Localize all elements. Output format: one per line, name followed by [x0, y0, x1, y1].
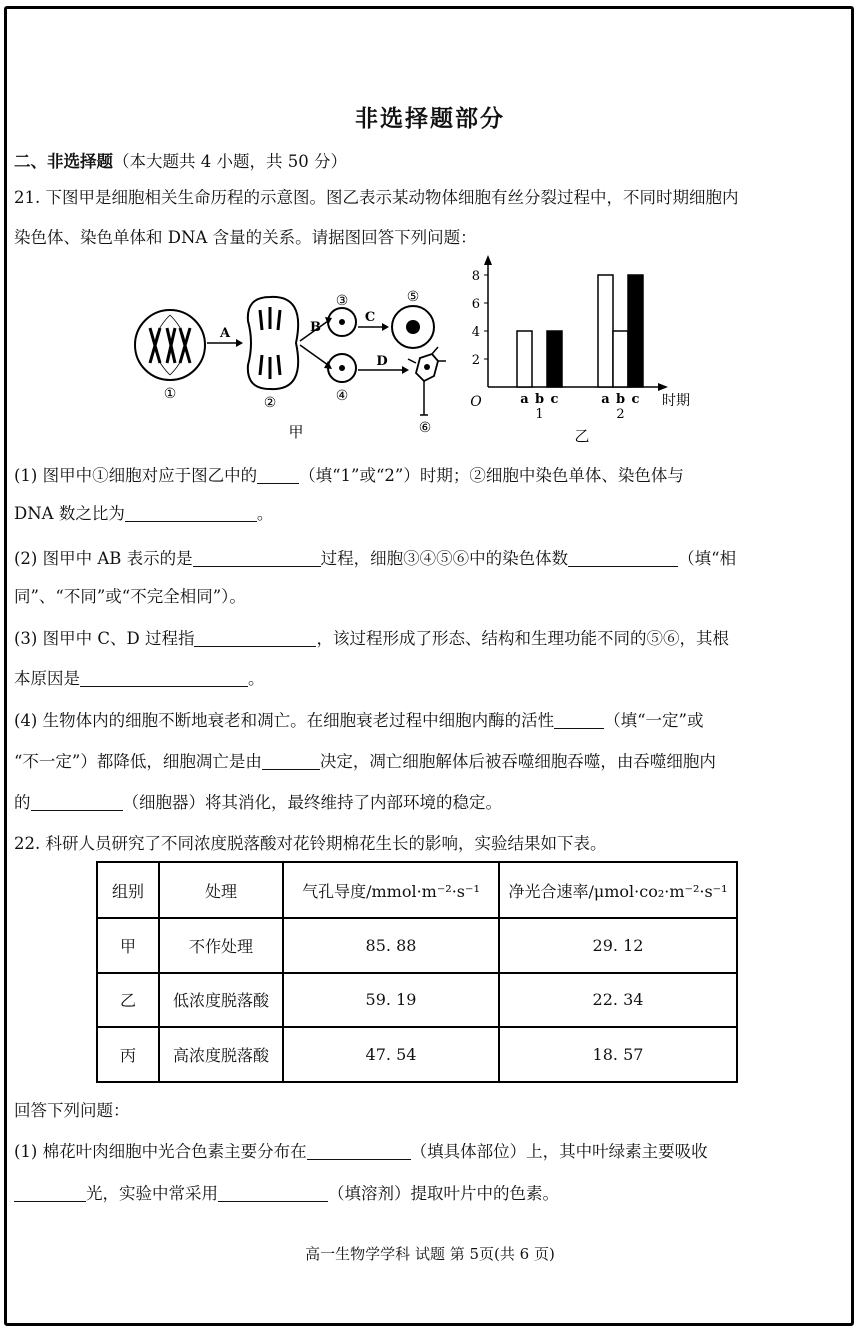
cell-label-3: ③: [335, 293, 349, 309]
table-cell: 85. 88: [283, 918, 499, 973]
q21-part4-line2: [14, 748, 716, 772]
section-note: （本大题共 4 小题，共 50 分）: [113, 152, 347, 171]
table-header-group: 组别: [97, 862, 159, 918]
q21-part3-line2: [14, 665, 265, 689]
q21-p3-text-a: (3) 图甲中 C、D 过程指: [14, 629, 195, 648]
table-cell: 低浓度脱落酸: [159, 973, 283, 1028]
arrow-d-head: [402, 366, 409, 374]
q21-p1-text-b: （填“1”或“2”）时期；②细胞中染色单体、染色体与: [299, 466, 684, 485]
bar-category-label: c: [550, 392, 559, 407]
q21-part1-line2: [14, 500, 273, 524]
chart-bar-c-2: [628, 275, 643, 387]
cell-label-5: ⑤: [406, 289, 420, 305]
y-tick-label: 6: [471, 297, 480, 312]
q21-part1-line1: [14, 462, 684, 486]
q22-part1-line1: [14, 1138, 708, 1162]
q21-p4-blank-1[interactable]: [554, 712, 604, 729]
table-row: [97, 1027, 737, 1082]
q21-p4-text-f: （细胞器）将其消化，最终维持了内部环境的稳定。: [122, 793, 502, 812]
q21-p3-blank-2[interactable]: [80, 670, 248, 687]
table-header-photosynthesis: 净光合速率/μmol·co₂·m⁻²·s⁻¹: [499, 862, 737, 918]
chart-bar-a-2: [598, 275, 613, 387]
q21-p1-text-a: (1) 图甲中①细胞对应于图乙中的: [14, 466, 258, 485]
arrow-a-head: [236, 339, 243, 347]
chart-origin-label: O: [470, 394, 482, 410]
cell-label-4: ④: [335, 388, 349, 404]
q21-p2-blank-2[interactable]: [568, 550, 678, 567]
q22-p1-blank-2[interactable]: [14, 1185, 86, 1202]
cell-1-chromosomes: [150, 328, 190, 363]
table-cell: 59. 19: [283, 973, 499, 1028]
cell-3-nucleus: [339, 319, 345, 325]
x-group-label: 2: [616, 407, 625, 422]
table-cell: 29. 12: [499, 918, 737, 973]
figure-jia: [135, 289, 446, 441]
q21-stem-line-2: 染色体、染色单体和 DNA 含量的关系。请据图回答下列问题：: [14, 228, 477, 247]
table-cell: 47. 54: [283, 1027, 499, 1082]
arrow-label-a: A: [219, 326, 231, 341]
arrow-label-c: C: [364, 310, 376, 325]
q21-p1-blank-1[interactable]: [257, 467, 299, 484]
bar-category-label: c: [631, 392, 640, 407]
q22-p1-text-d: （填溶剂）提取叶片中的色素。: [328, 1184, 559, 1203]
q22-data-table: [96, 861, 738, 1083]
arrow-label-d: D: [376, 354, 388, 369]
table-cell: 乙: [97, 973, 159, 1028]
q21-p2-text-c: （填“相: [678, 549, 737, 568]
q22-answer-intro: 回答下列问题：: [14, 1101, 130, 1120]
q21-part4-line1: [14, 707, 704, 731]
arrow-b-down: [300, 345, 328, 365]
page-footer: 高一生物学学科 试题 第 5页(共 6 页): [305, 1245, 555, 1263]
table-header-treatment: 处理: [159, 862, 283, 918]
q21-p4-text-a: (4) 生物体内的细胞不断地衰老和凋亡。在细胞衰老过程中细胞内酶的活性: [14, 711, 555, 730]
q21-p2-text-b: 过程，细胞③④⑤⑥中的染色体数: [320, 549, 569, 568]
table-cell: 甲: [97, 918, 159, 973]
q21-p4-text-e: 的: [14, 793, 31, 812]
q22-p1-blank-1[interactable]: [307, 1143, 411, 1160]
section-label: 二、非选择题: [14, 152, 113, 171]
x-axis-label: 时期: [662, 393, 690, 409]
chart-bar-b-2: [613, 331, 628, 387]
page-title: 非选择题部分: [355, 105, 505, 132]
q22-p1-text-b: （填具体部位）上，其中叶绿素主要吸收: [410, 1142, 708, 1161]
cell-2-chromosomes: [260, 307, 280, 379]
bar-category-label: a: [520, 392, 529, 407]
q22-p1-text-c: 光，实验中常采用: [86, 1184, 218, 1203]
q21-p4-blank-2[interactable]: [262, 753, 320, 770]
cell-label-2: ②: [263, 395, 277, 411]
q21-p4-blank-3[interactable]: [31, 794, 123, 811]
bar-category-label: b: [534, 392, 545, 407]
q22-stem: 22. 科研人员研究了不同浓度脱落酸对花铃期棉花生长的影响，实验结果如下表。: [14, 834, 607, 853]
q21-p3-blank-1[interactable]: [194, 630, 316, 647]
y-tick-label: 2: [471, 353, 480, 368]
table-cell: 22. 34: [499, 973, 737, 1028]
cell-6-nucleus: [424, 364, 430, 370]
table-cell: 不作处理: [159, 918, 283, 973]
q21-p3-text-c: 本原因是: [14, 669, 80, 688]
chart-bar-a-1: [517, 331, 532, 387]
y-tick-label: 4: [471, 325, 480, 340]
cell-4-nucleus: [339, 365, 345, 371]
section-heading: [14, 148, 347, 172]
table-row: [97, 918, 737, 973]
figure-area: [120, 255, 720, 450]
q21-p3-text-d: 。: [248, 669, 265, 688]
cell-label-1: ①: [163, 386, 177, 402]
bar-category-label: a: [601, 392, 610, 407]
cell-6-dendrites: [408, 347, 446, 415]
q21-part2-line1: [14, 545, 736, 569]
q21-part2-line2: 同”、“不同”或“不完全相同”）。: [14, 587, 246, 606]
q22-part1-line2: [14, 1180, 559, 1204]
table-cell: 18. 57: [499, 1027, 737, 1082]
q21-part4-line3: [14, 789, 502, 813]
q21-p4-text-c: “不一定”）都降低，细胞凋亡是由: [14, 752, 262, 771]
table-header-stomatal: 气孔导度/mmol·m⁻²·s⁻¹: [283, 862, 499, 918]
q21-p4-text-d: 决定，凋亡细胞解体后被吞噬细胞吞噬，由吞噬细胞内: [319, 752, 716, 771]
figure-jia-caption: 甲: [288, 423, 304, 441]
y-tick-label: 8: [471, 269, 480, 284]
table-header-row: [97, 862, 737, 918]
table-cell: 丙: [97, 1027, 159, 1082]
q21-part3-line1: [14, 625, 729, 649]
cell-2-membrane: [248, 297, 298, 389]
q21-p1-text-d: 。: [256, 504, 274, 523]
y-axis-arrow: [484, 255, 492, 265]
table-cell: 高浓度脱落酸: [159, 1027, 283, 1082]
q21-p1-text-c: DNA 数之比为: [14, 504, 125, 523]
q21-stem-line-1: 21. 下图甲是细胞相关生命历程的示意图。图乙表示某动物体细胞有丝分裂过程中，不同时期细胞内: [14, 188, 739, 207]
x-axis-arrow: [658, 383, 668, 391]
q21-p1-blank-2[interactable]: [125, 505, 257, 522]
cell-label-6: ⑥: [418, 420, 432, 436]
x-group-label: 1: [535, 407, 544, 422]
q22-p1-text-a: (1) 棉花叶肉细胞中光合色素主要分布在: [14, 1142, 307, 1161]
figure-yi-chart: [470, 255, 690, 445]
figure-yi-caption: 乙: [574, 427, 590, 445]
cell-5-nucleus: [406, 320, 420, 334]
q22-p1-blank-3[interactable]: [218, 1185, 328, 1202]
table-row: [97, 973, 737, 1028]
q21-p2-blank-1[interactable]: [193, 550, 321, 567]
bar-category-label: b: [615, 392, 626, 407]
arrow-label-b: B: [310, 320, 321, 335]
arrow-c-head: [382, 323, 389, 331]
q21-p4-text-b: （填“一定”或: [604, 711, 704, 730]
q21-p3-text-b: ，该过程形成了形态、结构和生理功能不同的⑤⑥，其根: [316, 629, 729, 648]
q21-p2-text-a: (2) 图甲中 AB 表示的是: [14, 549, 193, 568]
chart-bar-c-1: [547, 331, 562, 387]
